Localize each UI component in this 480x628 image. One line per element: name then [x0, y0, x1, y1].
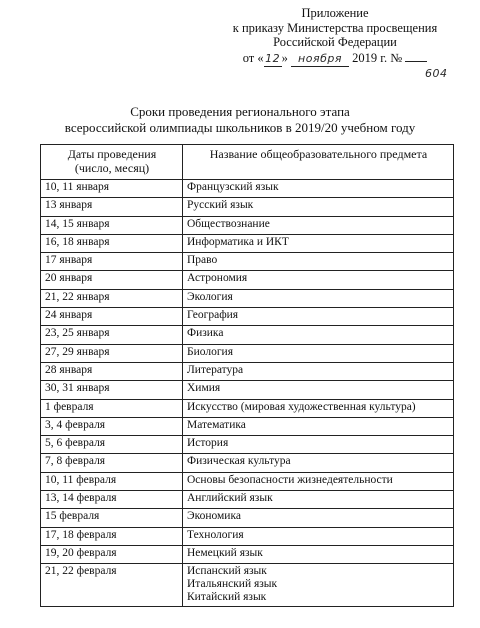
date-cell: 27, 29 января [41, 344, 183, 362]
table-row [41, 472, 454, 490]
order-reference: к приказу Министерства просвещения [232, 20, 438, 35]
table-row [41, 381, 454, 399]
subject-name: Английский язык [187, 492, 273, 505]
subject-name: Испанский язык [187, 565, 267, 578]
table-row [41, 491, 454, 509]
subject-cell [183, 180, 454, 198]
subject-name: Биология [187, 345, 234, 358]
subject-cell [183, 545, 454, 563]
date-year: 2019 г. № [352, 50, 403, 65]
table-row [41, 362, 454, 380]
date-cell: 20 января [41, 271, 183, 289]
subject-name: Китайский язык [187, 591, 267, 604]
subject-cell [183, 436, 454, 454]
subject-cell [183, 399, 454, 417]
date-cell: 10, 11 января [41, 180, 183, 198]
subject-name: История [187, 437, 229, 450]
handwritten-day: 12 [264, 52, 282, 68]
date-prefix: от « [242, 50, 264, 65]
subject-cell [183, 326, 454, 344]
table-row [41, 564, 454, 607]
table-row [41, 417, 454, 435]
title-line-2: всероссийской олимпиады школьников в 2019/20 учебном году [64, 120, 416, 135]
table-row [41, 234, 454, 252]
subject-name: Технология [187, 528, 244, 541]
subject-cell [183, 509, 454, 527]
subject-cell [183, 527, 454, 545]
subject-name: Итальянский язык [187, 578, 278, 591]
subject-cell [183, 472, 454, 490]
table-row [41, 436, 454, 454]
date-cell: 14, 15 января [41, 216, 183, 234]
subject-cell [183, 362, 454, 380]
subject-name: Основы безопасности жизнедеятельности [187, 473, 393, 486]
table-row [41, 198, 454, 216]
subject-cell [183, 564, 454, 607]
title-line-1: Сроки проведения регионального этапа [130, 104, 350, 119]
schedule-body [41, 180, 454, 607]
appendix-label: Приложение [301, 6, 369, 20]
table-row [41, 271, 454, 289]
table-row [41, 180, 454, 198]
subject-cell [183, 289, 454, 307]
subject-name: Физика [187, 327, 224, 340]
subject-cell [183, 491, 454, 509]
table-row [41, 399, 454, 417]
date-cell: 28 января [41, 362, 183, 380]
subject-name: Физическая культура [187, 455, 291, 468]
handwritten-order-number: 604 [425, 67, 448, 80]
subject-cell [183, 198, 454, 216]
order-number-line [405, 50, 427, 62]
table-row [41, 545, 454, 563]
date-cell: 1 февраля [41, 399, 183, 417]
subject-name: Математика [187, 418, 246, 431]
date-cell: 21, 22 февраля [41, 564, 183, 607]
table-row [41, 216, 454, 234]
table-row [41, 326, 454, 344]
order-date-line [200, 50, 470, 68]
subject-cell [183, 381, 454, 399]
subject-cell [183, 417, 454, 435]
date-column-header: Даты проведения (число, месяц) [41, 145, 183, 180]
date-cell: 7, 8 февраля [41, 454, 183, 472]
schedule-table [40, 144, 454, 607]
table-header-row [41, 145, 454, 180]
date-cell: 16, 18 января [41, 234, 183, 252]
date-cell: 21, 22 января [41, 289, 183, 307]
date-cell: 10, 11 февраля [41, 472, 183, 490]
table-row [41, 289, 454, 307]
date-quote: » [281, 50, 288, 65]
subject-name: Русский язык [187, 199, 254, 212]
handwritten-month: ноября [291, 52, 349, 68]
date-cell: 13 января [41, 198, 183, 216]
table-row [41, 527, 454, 545]
subject-cell [183, 234, 454, 252]
subject-name: Химия [187, 382, 221, 395]
subject-name: Астрономия [187, 272, 248, 285]
subject-cell [183, 253, 454, 271]
subject-name: Экология [187, 290, 233, 303]
appendix-header [200, 6, 470, 67]
subject-cell [183, 216, 454, 234]
subject-name: Французский язык [187, 181, 279, 193]
table-row [41, 308, 454, 326]
subject-name: Искусство (мировая художественная культура) [187, 400, 416, 413]
subject-cell [183, 454, 454, 472]
table-row [41, 454, 454, 472]
subject-name: Обществознание [187, 217, 270, 230]
subject-name: Информатика и ИКТ [187, 235, 289, 248]
subject-name: Литература [187, 363, 244, 376]
subject-name: Немецкий язык [187, 546, 263, 559]
subject-cell [183, 308, 454, 326]
ministry-name: Российской Федерации [273, 35, 397, 49]
subject-name: Экономика [187, 510, 241, 523]
subject-name: Право [187, 254, 218, 267]
subject-name: География [187, 309, 239, 322]
date-cell: 24 января [41, 308, 183, 326]
table-row [41, 509, 454, 527]
date-cell: 3, 4 февраля [41, 417, 183, 435]
date-cell: 23, 25 января [41, 326, 183, 344]
table-row [41, 344, 454, 362]
date-cell: 17 января [41, 253, 183, 271]
subject-column-header: Название общеобразовательного предмета [183, 145, 454, 180]
table-row [41, 253, 454, 271]
date-cell: 5, 6 февраля [41, 436, 183, 454]
date-cell: 30, 31 января [41, 381, 183, 399]
subject-cell [183, 344, 454, 362]
date-cell: 19, 20 февраля [41, 545, 183, 563]
date-cell: 13, 14 февраля [41, 491, 183, 509]
document-title [20, 104, 460, 136]
date-cell: 15 февраля [41, 509, 183, 527]
date-cell: 17, 18 февраля [41, 527, 183, 545]
subject-cell [183, 271, 454, 289]
